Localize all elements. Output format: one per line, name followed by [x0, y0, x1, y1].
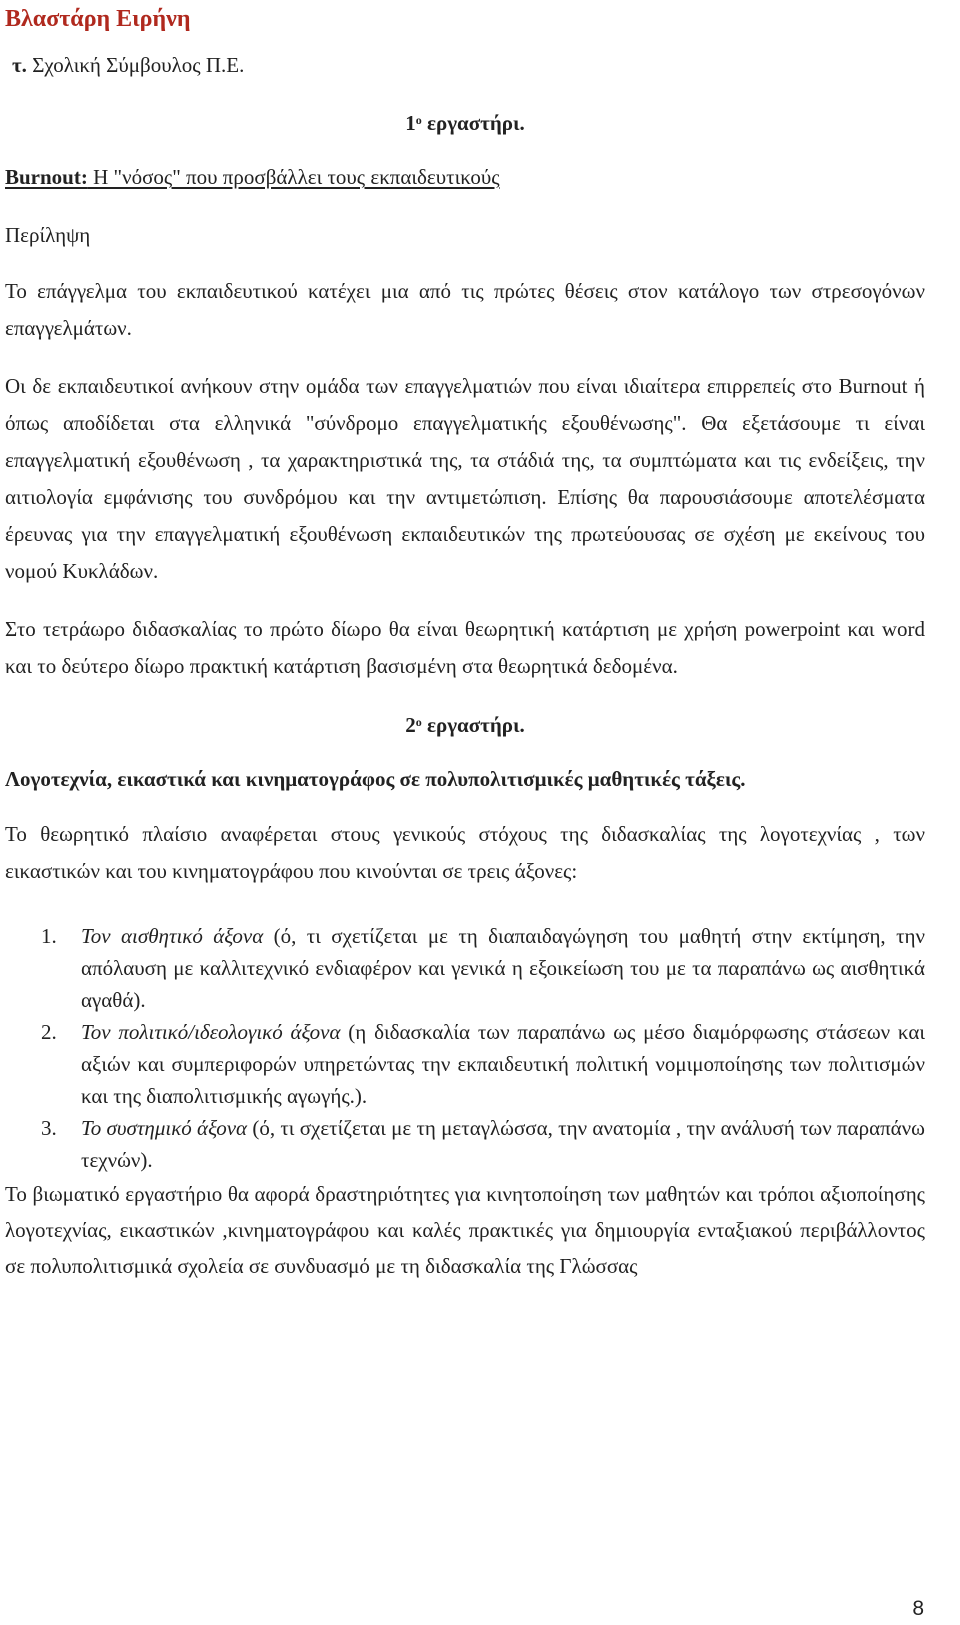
- list-item-number: 1.: [41, 924, 57, 948]
- summary-label: Περίληψη: [5, 223, 91, 247]
- workshop-2-ordinal: ο: [415, 715, 422, 729]
- role-text: Σχολική Σύμβουλος Π.Ε.: [32, 53, 245, 77]
- document-page: [5, 0, 925, 1284]
- axis-description: (ό, τι σχετίζεται με τη διαπαιδαγώγηση του μαθητή στην εκτίμηση, την απόλαυση με καλλιτεχνικό ενδιαφέρον και γενικά η εξοικείωση του με τα παραπάνω ως αισθητικά αγαθά).: [81, 924, 925, 1012]
- workshop-1-paragraph: Στο τετράωρο διδασκαλίας το πρώτο δίωρο θα είναι θεωρητική κατάρτιση με χρήση powerpoint και word και το δεύτερο δίωρο πρακτική κατάρτιση βασισμένη στα θεωρητικά δεδομένα.: [5, 617, 925, 678]
- workshop-1-number: 1: [405, 111, 416, 135]
- list-item-number: 2.: [41, 1020, 57, 1044]
- workshop-2-label: εργαστήρι.: [426, 713, 525, 737]
- axis-name: Τον πολιτικό/ιδεολογικό άξονα: [81, 1020, 341, 1044]
- workshop-1-paragraph: Το επάγγελμα του εκπαιδευτικού κατέχει μια από τις πρώτες θέσεις στον κατάλογο των στρεσογόνων επαγγελμάτων.: [5, 279, 925, 340]
- axis-name: Το συστημικό άξονα: [81, 1116, 248, 1140]
- workshop-1-title-prefix: Burnout:: [5, 165, 88, 189]
- list-item: [5, 1112, 925, 1176]
- workshop-2-number: 2: [405, 713, 416, 737]
- workshop-2-intro: Το θεωρητικό πλαίσιο αναφέρεται στους γενικούς στόχους της διδασκαλίας της λογοτεχνίας , των εικαστικών και του κινηματογράφου που κινούνται σε τρεις άξονες:: [5, 822, 925, 883]
- author-name: Βλαστάρη Ειρήνη: [5, 6, 191, 32]
- workshop-1-ordinal: ο: [415, 113, 422, 127]
- list-item: [5, 1016, 925, 1112]
- workshop-1-label: εργαστήρι.: [426, 111, 525, 135]
- list-item-number: 3.: [41, 1116, 57, 1140]
- axes-list: [5, 920, 925, 1176]
- author-role: [12, 48, 925, 82]
- workshop-1-paragraph: Οι δε εκπαιδευτικοί ανήκουν στην ομάδα των επαγγελματιών που είναι ιδιαίτερα επιρρεπείς στο Burnout ή όπως αποδίδεται στα ελληνικά "σύνδρομο επαγγελματικής εξουθένωσης". Θα εξετάσουμε τι είναι επαγγελματική εξουθένωση , τα χαρακτηριστικά της, τα στάδιά της, τα συμπτώματα και τις ενδείξεις, την αιτιολογία εμφάνισης του συνδρόμου και την αντιμετώπιση. Επίσης θα παρουσιάσουμε αποτελέσματα έρευνας για την επαγγελματική εξουθένωση εκπαιδευτικών της πρωτεύουσας σε σχέση με εκείνους του νομού Κυκλάδων.: [5, 374, 925, 583]
- workshop-1-heading: [5, 103, 925, 143]
- axis-description: (η διδασκαλία των παραπάνω ως μέσο διαμόρφωσης στάσεων και αξιών και συμπεριφορών υπηρετώντας την εκπαιδευτική πολιτική νομιμοποίησης των πολιτισμών και της διαπολιτισμικής αγωγής.).: [81, 1020, 925, 1108]
- workshop-1-title: [5, 157, 925, 197]
- role-abbreviation: τ.: [12, 53, 27, 77]
- workshop-2-closing: Το βιωματικό εργαστήριο θα αφορά δραστηριότητες για κινητοποίηση των μαθητών και τρόποι αξιοποίησης λογοτεχνίας, εικαστικών ,κινηματογράφου και καλές πρακτικές για δημιουργία ενταξιακού περιβάλλοντος σε πολυπολιτισμικά σχολεία σε συνδυασμό με τη διδασκαλία της Γλώσσας: [5, 1182, 925, 1278]
- axis-description: (ό, τι σχετίζεται με τη μεταγλώσσα, την ανατομία , την ανάλυσή των παραπάνω τεχνών).: [81, 1116, 925, 1172]
- list-item: [5, 920, 925, 1016]
- axis-name: Τον αισθητικό άξονα: [81, 924, 264, 948]
- workshop-2-title: Λογοτεχνία, εικαστικά και κινηματογράφος σε πολυπολιτισμικές μαθητικές τάξεις.: [5, 767, 746, 791]
- workshop-2-heading: [5, 705, 925, 745]
- page-number: 8: [912, 1597, 924, 1620]
- workshop-1-title-rest: Η "νόσος" που προσβάλλει τους εκπαιδευτικούς: [87, 165, 500, 189]
